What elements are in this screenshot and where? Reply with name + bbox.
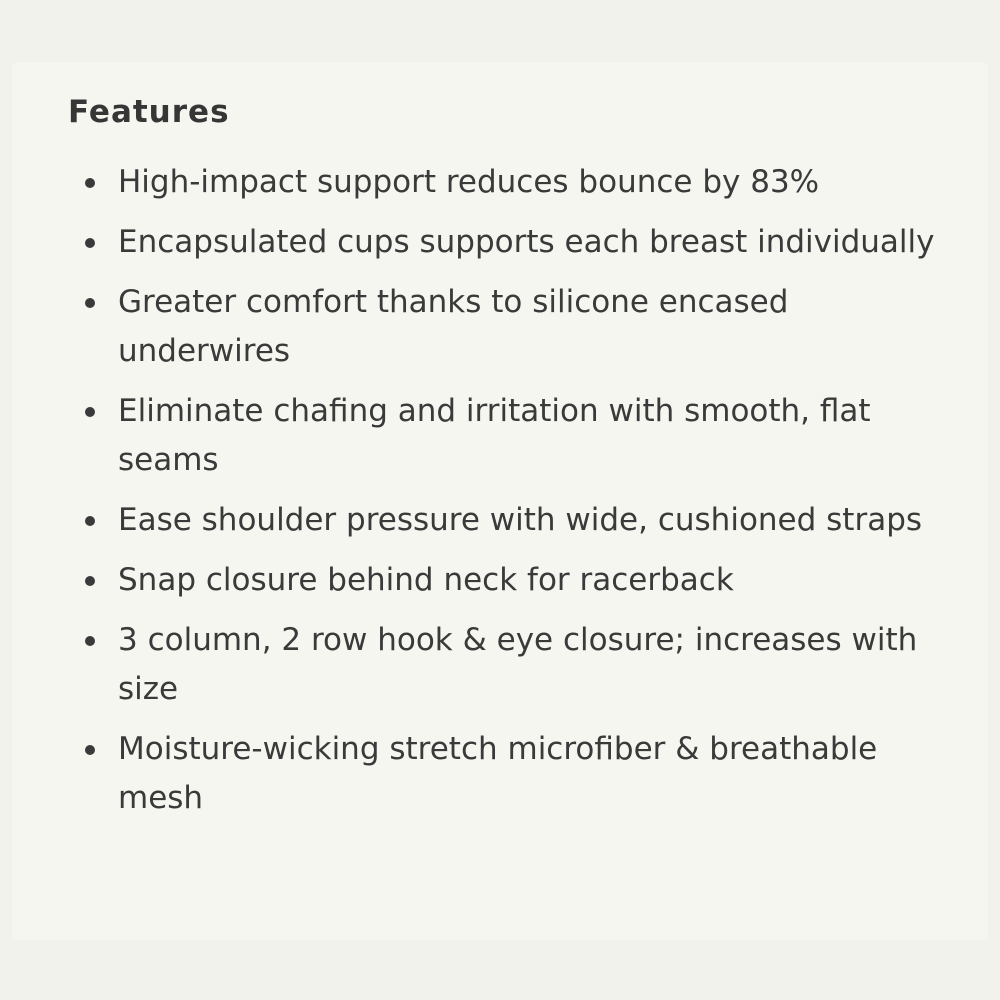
feature-item xyxy=(68,725,948,823)
bullet-icon xyxy=(85,636,95,646)
feature-text: Encapsulated cups supports each breast individually xyxy=(118,224,935,260)
feature-item xyxy=(68,158,948,207)
bullet-icon xyxy=(85,576,95,586)
bullet-icon xyxy=(85,298,95,308)
bullet-icon xyxy=(85,407,95,417)
feature-item xyxy=(68,556,948,605)
feature-item xyxy=(68,496,948,545)
feature-text: Eliminate chafing and irritation with smooth, flat seams xyxy=(118,393,871,478)
features-heading: Features xyxy=(68,94,230,130)
feature-text: Snap closure behind neck for racerback xyxy=(118,562,734,598)
features-section xyxy=(68,90,948,834)
feature-text: Ease shoulder pressure with wide, cushioned straps xyxy=(118,502,923,538)
feature-item xyxy=(68,278,948,376)
feature-text: 3 column, 2 row hook & eye closure; increases with size xyxy=(118,622,918,707)
feature-item xyxy=(68,616,948,714)
bullet-icon xyxy=(85,516,95,526)
features-list xyxy=(68,158,948,823)
bullet-icon xyxy=(85,178,95,188)
feature-text: Greater comfort thanks to silicone encased underwires xyxy=(118,284,789,369)
feature-item xyxy=(68,218,948,267)
feature-item xyxy=(68,387,948,485)
feature-text: High-impact support reduces bounce by 83% xyxy=(118,164,820,200)
bullet-icon xyxy=(85,745,95,755)
feature-text: Moisture-wicking stretch microfiber & breathable mesh xyxy=(118,731,878,816)
bullet-icon xyxy=(85,238,95,248)
